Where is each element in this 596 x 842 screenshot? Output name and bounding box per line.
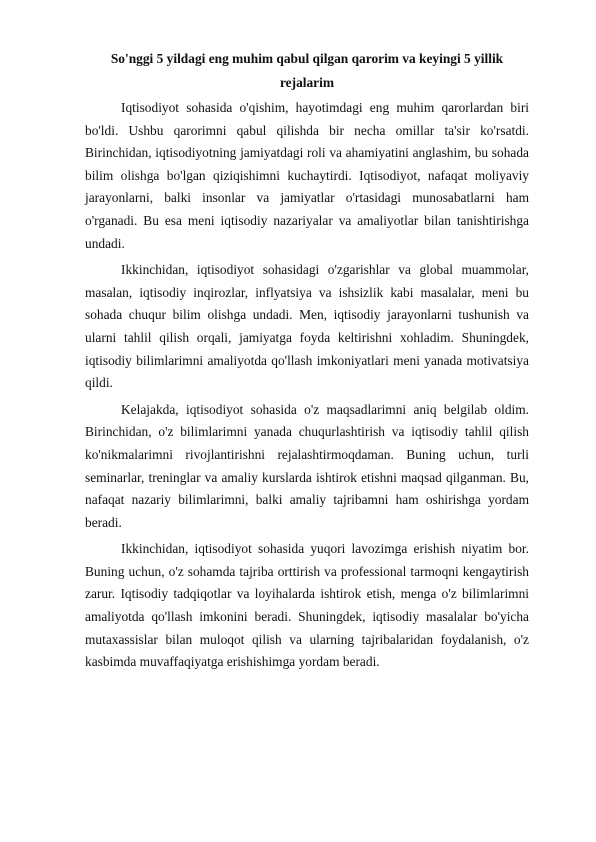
document-page (85, 47, 529, 674)
paragraph-1: Iqtisodiyot sohasida o'qishim, hayotimdagi eng muhim qarorlardan biri bo'ldi. Ushbu qarorimni qabul qilishda bir necha omillar ta'sir ko'rsatdi. Birinchidan, iqtisodiyotning jamiyatdagi roli va ahamiyatini anglashim, bu sohada bilim olishga bo'lgan qiziqishimni kuchaytirdi. Iqtisodiyot, nafaqat moliyaviy jarayonlarni, balki insonlar va jamiyatlar o'rtasidagi munosabatlarni ham o'rganadi. Bu esa meni iqtisodiy nazariyalar va amaliyotlar bilan tanishtirishga undadi. (85, 100, 529, 251)
document-title-line-1: So'nggi 5 yildagi eng muhim qabul qilgan qarorim va keyingi 5 yillik (110, 51, 504, 66)
paragraph-2: Ikkinchidan, iqtisodiyot sohasidagi o'zgarishlar va global muammolar, masalan, iqtisodiy inqirozlar, inflyatsiya va ishsizlik kabi masalalar, meni bu sohada chuqur bilim olishga undadi. Men, iqtisodiy jarayonlarni tushunish va ularni tahlil qilish orqali, jamiyatga foyda keltirishni xohladim. Shuningdek, iqtisodiy bilimlarimni amaliyotda qo'llash imkoniyatlari meni yanada motivatsiya qildi. (85, 262, 529, 391)
document-title (85, 47, 529, 95)
paragraph-3: Kelajakda, iqtisodiyot sohasida o'z maqsadlarimni aniq belgilab oldim. Birinchidan, o'z bilimlarimni yanada chuqurlashtirish va iqtisodiy tahlil qilish ko'nikmalarimni rivojlantirishni rejalashtirmoqdaman. Buning uchun, turli seminarlar, treninglar va amaliy kurslarda ishtirok etishni maqsad qilganman. Bu, nafaqat nazariy bilimlarimni, balki amaliy tajribamni ham oshirishga yordam beradi. (85, 401, 529, 530)
paragraph-4: Ikkinchidan, iqtisodiyot sohasida yuqori lavozimga erishish niyatim bor. Buning uchun, o'z sohamda tajriba orttirish va professional tarmoqni kengaytirish zarur. Iqtisodiy tadqiqotlar va loyihalarda ishtirok etish, menga o'z bilimlarimni amaliyotda qo'llash imkonini beradi. Shuningdek, iqtisodiy masalalar bo'yicha mutaxassislar bilan muloqot qilish va ularning tajribalaridan foydalanish, o'z kasbimda muvaffaqiyatga erishishimga yordam beradi. (85, 541, 529, 670)
document-title-line-2: rejalarim (279, 75, 335, 90)
